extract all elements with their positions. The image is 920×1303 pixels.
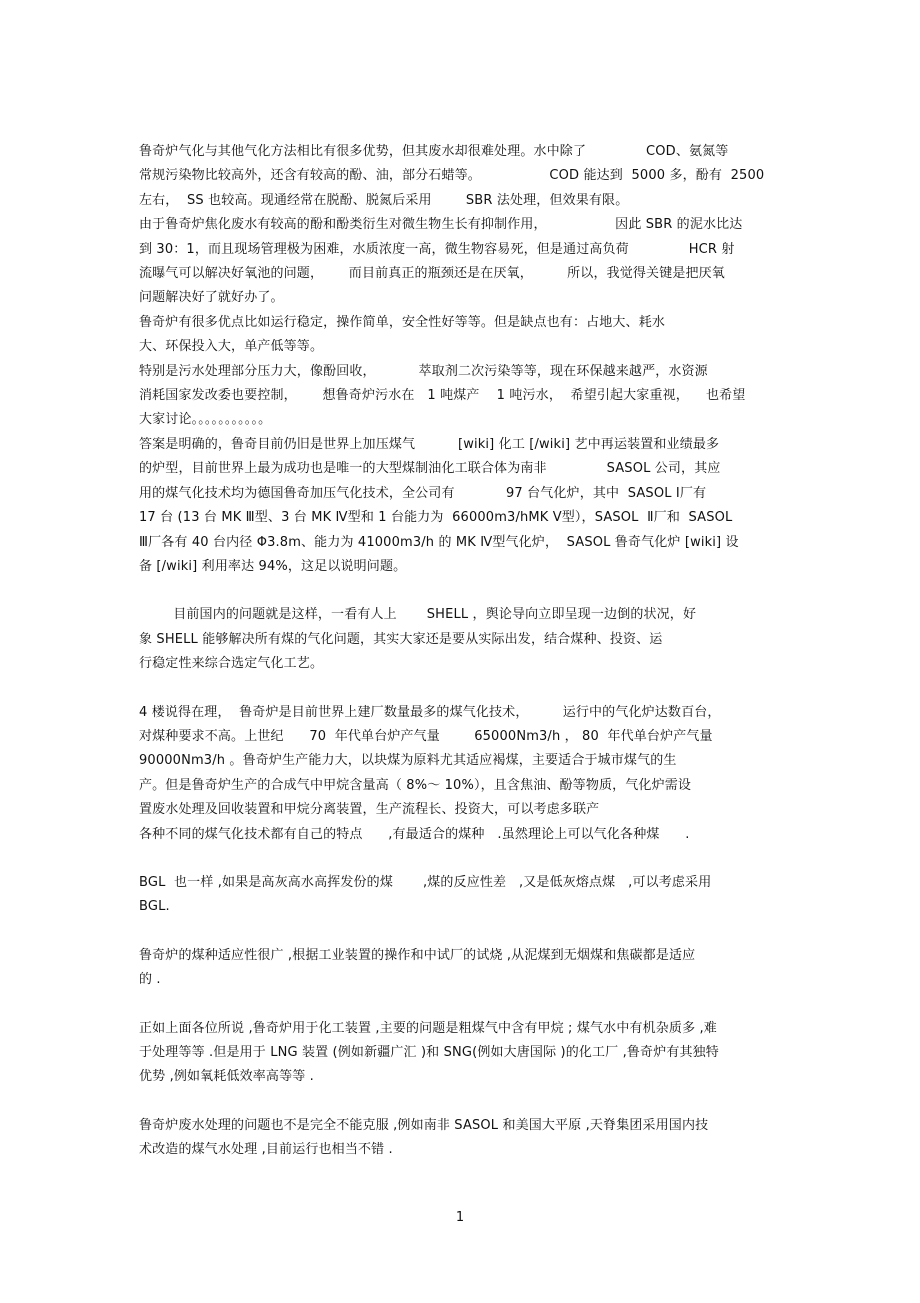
text-line: 对煤种要求不高。上世纪 70 年代单台炉产气量 65000Nm3/h ， 80 年代单台炉产气量: [139, 728, 713, 744]
text-line: 问题解决好了就好办了。: [139, 290, 284, 306]
text-line: 于处理等等 .但是用于 LNG 装置 (例如新疆广汇 )和 SNG(例如大唐国际 )的化工厂 ,鲁奇炉有其独特: [139, 1045, 719, 1060]
text-line: 鲁奇炉气化与其他气化方法相比有很多优势，但其废水却很难处理。水中除了 COD、氨氮等: [139, 144, 729, 159]
text-line: 大、环保投入大，单产低等等。: [139, 339, 324, 355]
text-line: 鲁奇炉的煤种适应性很广 ,根据工业装置的操作和中试厂的试烧 ,从泥煤到无烟煤和焦碳都是适应: [139, 947, 696, 963]
paragraph-gap: [139, 677, 789, 701]
text-line: 常规污染物比较高外，还含有较高的酚、油，部分石蜡等。 COD 能达到 5000 多，酚有 2500: [139, 168, 765, 184]
text-line: 术改造的煤气水处理 ,目前运行也相当不错 .: [139, 1142, 393, 1158]
text-line: BGL 也一样 ,如果是高灰高水高挥发份的煤 ,煤的反应性差 ,又是低灰熔点煤 ,可以考虑采用: [139, 874, 712, 890]
paragraph-9: [139, 944, 789, 993]
text-line: 特别是污水处理部分压力大，像酚回收， 萃取剂二次污染等等，现在环保越来越严，水资源: [139, 363, 708, 379]
page-number: 1: [455, 1210, 465, 1225]
text-line: 4 楼说得在理， 鲁奇炉是目前世界上建厂数量最多的煤气化技术， 运行中的气化炉达数百台，: [139, 704, 721, 720]
text-line: 正如上面各位所说 ,鲁奇炉用于化工装置 ,主要的问题是粗煤气中含有甲烷 ; 煤气水中有机杂质多 ,难: [139, 1020, 717, 1036]
text-line: 置废水处理及回收装置和甲烷分离装置，生产流程长、投资大，可以考虑多联产: [139, 802, 600, 818]
text-line: 的炉型，目前世界上最为成功也是唯一的大型煤制油化工联合体为南非 SASOL 公司，其应: [139, 461, 721, 477]
paragraph-5: [139, 433, 789, 579]
paragraph-gap: [139, 993, 789, 1017]
paragraph-3: [139, 311, 789, 360]
paragraph-gap: [139, 920, 789, 944]
paragraph-gap: [139, 847, 789, 871]
text-line: 到 30：1，而且现场管理极为困难，水质浓度一高，微生物容易死，但是通过高负荷 HCR 射: [139, 241, 735, 257]
text-line: 流曝气可以解决好氧池的问题， 而目前真正的瓶颈还是在厌氧， 所以，我觉得关键是把厌氧: [139, 266, 725, 282]
paragraph-2: [139, 213, 789, 311]
paragraph-gap: [139, 579, 789, 603]
text-line: BGL.: [139, 899, 170, 915]
text-line: 备 [/wiki] 利用率达 94%，这足以说明问题。: [139, 558, 407, 574]
text-line: 答案是明确的，鲁奇目前仍旧是世界上加压煤气 [wiki] 化工 [/wiki] 艺中再运装置和业绩最多: [139, 436, 720, 452]
text-line: 90000Nm3/h 。鲁奇炉生产能力大，以块煤为原料尤其适应褐煤，主要适合于城市煤气的生: [139, 753, 677, 769]
text-line: 左右， SS 也较高。现通经常在脱酚、脱氮后采用 SBR 法处理，但效果有限。: [139, 192, 629, 208]
text-line: 优势 ,例如氧耗低效率高等等 .: [139, 1069, 314, 1085]
paragraph-4: [139, 360, 789, 433]
paragraph-8: [139, 871, 789, 920]
paragraph-gap: [139, 1090, 789, 1114]
text-line: 目前国内的问题就是这样，一看有人上 SHELL ，舆论导向立即呈现一边倒的状况，好: [139, 607, 697, 623]
paragraph-7: [139, 701, 789, 847]
paragraph-1: [139, 140, 789, 213]
text-line: 产。但是鲁奇炉生产的合成气中甲烷含量高（ 8%～ 10%），且含焦油、酚等物质，气化炉需设: [139, 777, 692, 793]
text-line: 鲁奇炉废水处理的问题也不是完全不能克服 ,例如南非 SASOL 和美国大平原 ,天脊集团采用国内技: [139, 1117, 709, 1133]
text-line: 象 SHELL 能够解决所有煤的气化问题，其实大家还是要从实际出发，结合煤种、投资、运: [139, 631, 663, 647]
text-line: 用的煤气化技术均为德国鲁奇加压气化技术，全公司有 97 台气化炉，其中 SASOL Ⅰ厂有: [139, 485, 707, 501]
document-body: [139, 140, 789, 1163]
paragraph-10: [139, 1017, 789, 1090]
text-line: 由于鲁奇炉焦化废水有较高的酚和酚类衍生对微生物生长有抑制作用， 因此 SBR 的泥水比达: [139, 217, 743, 233]
text-line: 的 .: [139, 972, 161, 988]
text-line: 行稳定性来综合选定气化工艺。: [139, 656, 324, 672]
text-line: 鲁奇炉有很多优点比如运行稳定，操作简单，安全性好等等。但是缺点也有：占地大、耗水: [139, 314, 666, 330]
paragraph-6: [139, 603, 789, 676]
text-line: 大家讨论。。。。。。。。。。。: [139, 412, 272, 428]
text-line: Ⅲ厂各有 40 台内径 Φ3.8m、能力为 41000m3/h 的 MK Ⅳ型气化炉， SASOL 鲁奇气化炉 [wiki] 设: [139, 534, 739, 550]
text-line: 各种不同的煤气化技术都有自己的特点 ,有最适合的煤种 .虽然理论上可以气化各种煤 .: [139, 826, 690, 842]
paragraph-11: [139, 1114, 789, 1163]
text-line: 17 台 (13 台 MK Ⅲ型、3 台 MK Ⅳ型和 1 台能力为 66000m3/hMK Ⅴ型），SASOL Ⅱ厂和 SASOL: [139, 510, 733, 526]
text-line: 消耗国家发改委也要控制， 想鲁奇炉污水在 1 吨煤产 1 吨污水， 希望引起大家重视， 也希望: [139, 388, 746, 404]
